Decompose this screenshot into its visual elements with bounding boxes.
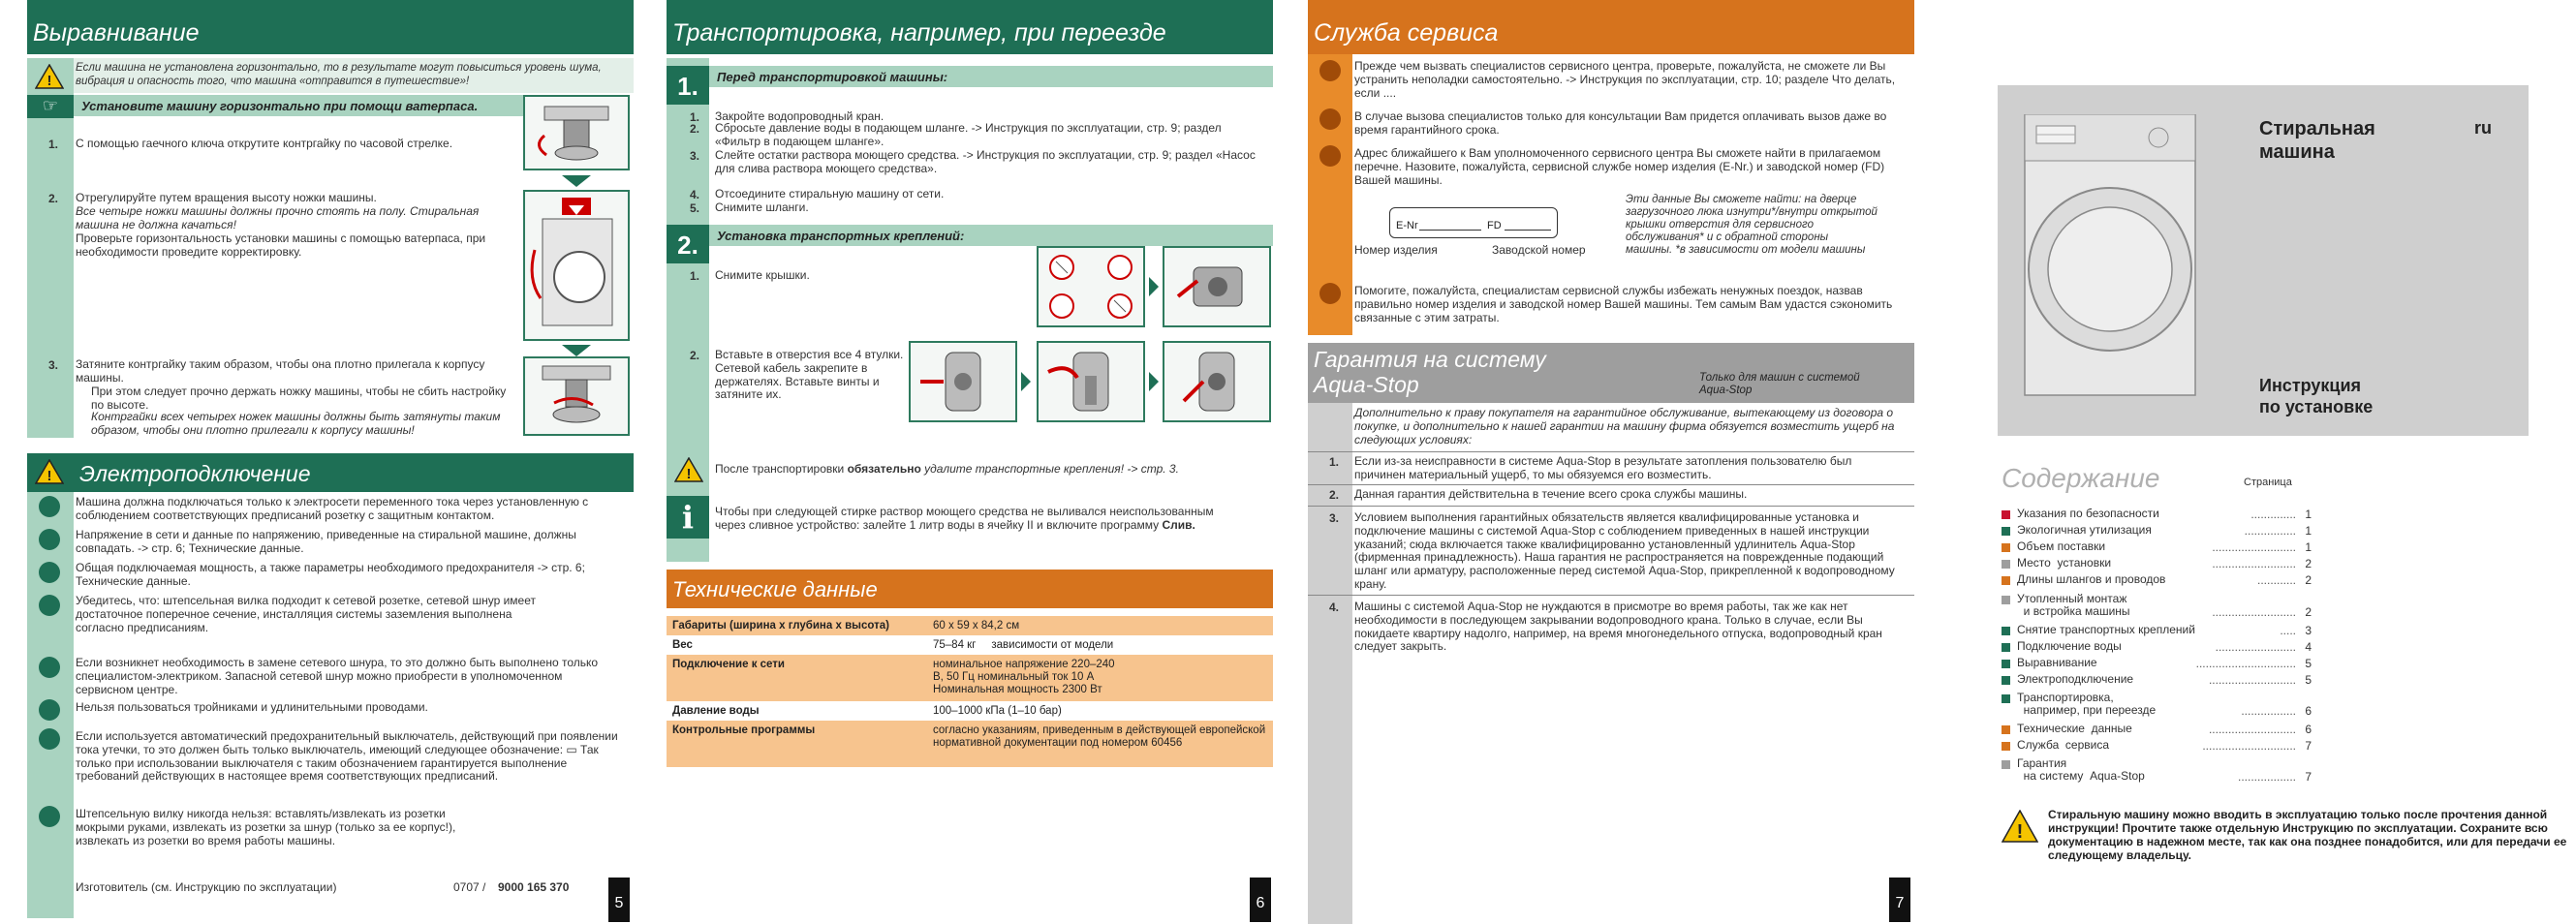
step-2a: Отрегулируйте путем вращения высоту ножки машины. <box>76 191 377 204</box>
toc-label: Длины шлангов и проводов <box>2017 572 2166 586</box>
t-1: Закройте водопроводный кран. <box>715 109 885 123</box>
arrow-down-icon <box>562 175 591 187</box>
toc-page: 1 <box>2305 524 2312 538</box>
tech-row <box>667 635 1273 655</box>
electro-7: Если используется автоматический предохранительный выключатель, действующий при появлении тока утечки, то это должен быть только выключатель, имеющий следующее обозначение: ▭ Так только при использовании выключателя с таким обозначением гарантируется выполнение требований действующих в настоящее время соответствующих предписаний. <box>76 729 618 784</box>
t-num-1: 1. <box>690 110 700 124</box>
step-3c: Контргайки всех четырех ножек машины должны быть затянуты таким образом, чтобы они плотно прилегали к корпусу машины! <box>91 410 501 437</box>
t-5: Снимите шланги. <box>715 200 809 214</box>
tech-row <box>667 655 1273 701</box>
k-1: Снимите крышки. <box>715 268 810 282</box>
toc-marker <box>2002 760 2010 769</box>
toc-page: 7 <box>2305 739 2312 753</box>
k-num-1: 1. <box>690 269 700 283</box>
page-5-title: Выравнивание <box>27 0 634 54</box>
toc-dots: .............. <box>2250 508 2296 521</box>
aqua-title-1: Гарантия на систему <box>1314 347 1546 372</box>
svg-text:!: ! <box>686 466 692 482</box>
aqua-title-2: Aqua-Stop <box>1314 372 1419 397</box>
service-3: Адрес ближайшего к Вам уполномоченного сервисного центра Вы сможете найти в прилагаемом перечне. Назовите, пожалуйста, сервисной службе номер изделия (E-Nr.) и заводской номер (FD) Вашей машины. <box>1354 146 1885 187</box>
tech-key: Контрольные программы <box>672 724 816 736</box>
tech-val: номинальное напряжение 220–240 В, 50 Гц номинальный ток 10 А Номинальная мощность 2300 Вт <box>933 659 1115 695</box>
bullet <box>39 595 60 616</box>
toc-label: Электроподключение <box>2017 672 2134 686</box>
cover-page <box>1947 0 2576 924</box>
arrow-right-icon-3 <box>1149 372 1159 391</box>
service-1: Прежде чем вызвать специалистов сервисного центра, проверьте, пожалуйста, не сможете ли Вы устранить неполадки самостоятельно. -> Инструкция по эксплуатации, стр. 10; разделе Что делать, если .... <box>1354 59 1896 100</box>
toc-item[interactable] <box>2002 557 2312 572</box>
step-1-num: 1. <box>48 138 59 151</box>
toc-page: 2 <box>2305 557 2312 570</box>
bullet <box>1319 145 1341 167</box>
tech-title: Технические данные <box>667 570 1273 608</box>
t-num-2: 2. <box>690 122 700 136</box>
toc-label: Экологичная утилизация <box>2017 523 2152 537</box>
toc-dots: .......................... <box>2212 605 2296 619</box>
toc-marker <box>2002 676 2010 685</box>
cover-warning: Стиральную машину можно вводить в эксплуатацию только после прочтения данной инструкции! Прочтите также отдельную Инструкцию по эксплуатации. Сохраните всю документацию в надежном месте, так как она позднее понадобится, или для передачи ее следующему владельцу. <box>2048 808 2567 862</box>
toc-marker <box>2002 510 2010 519</box>
electro-5: Если возникнет необходимость в замене сетевого шнура, то это должно быть выполнено только специалистом-электриком. Запасной сетевой шнур можно приобрести в уполномоченном сервисном центре. <box>76 656 599 696</box>
toc-marker <box>2002 596 2010 604</box>
bullet <box>1319 108 1341 130</box>
toc-label: Объем поставки <box>2017 539 2106 553</box>
after-a: После транспортировки <box>715 462 845 476</box>
toc-item[interactable] <box>2002 624 2312 639</box>
toc-marker <box>2002 576 2010 585</box>
left-band-gray <box>1308 403 1352 924</box>
toc-dots: ......................... <box>2215 640 2296 654</box>
toc-item[interactable] <box>2002 657 2312 672</box>
arrow-right-icon-2 <box>1021 372 1031 391</box>
toc-label: Гарантия на систему Aqua-Stop <box>2017 756 2145 783</box>
sleeves-illustration-1 <box>909 341 1017 422</box>
fd-label: FD <box>1487 220 1502 231</box>
toc-item[interactable] <box>2002 723 2312 738</box>
t-4: Отсоедините стиральную машину от сети. <box>715 187 945 200</box>
bullet <box>39 496 60 517</box>
g-1: Если из-за неисправности в системе Aqua-Stop в результате затопления пользователю был причинен материальный ущерб, то мы обязуемся его возместить. <box>1354 454 1852 481</box>
toc-marker <box>2002 643 2010 652</box>
language-code: ru <box>2474 118 2492 138</box>
fd-line <box>1505 230 1551 231</box>
toc-dots: ..... <box>2280 624 2296 637</box>
toc-dots: ........................... <box>2208 673 2296 687</box>
t-num-4: 4. <box>690 188 700 201</box>
page-6-title: Транспортировка, например, при переезде <box>667 0 1273 54</box>
step-3-num: 3. <box>48 358 59 372</box>
tech-key: Габариты (ширина x глубина x высота) <box>672 620 889 631</box>
aqua-intro: Дополнительно к праву покупателя на гарантийное обслуживание, вытекающему из договора о покупке, и дополнительно к нашей гарантии на машину фирма обязуется возместить ущерб на следующих условиях: <box>1354 406 1895 447</box>
toc-label: Транспортировка, например, при переезде <box>2017 691 2157 717</box>
tech-val: согласно указаниям, приведенным в действующей европейской нормативной документации под номером 60456 <box>933 724 1266 749</box>
t-2: Сбросьте давление воды в подающем шланге. -> Инструкция по эксплуатации, стр. 9; раздел «Фильтр в подающем шланге». <box>715 121 1222 148</box>
toc-label: Служба сервиса <box>2017 738 2110 752</box>
step-1-text: С помощью гаечного ключа открутите контргайку по часовой стрелке. <box>76 137 453 150</box>
svg-text:!: ! <box>47 468 52 484</box>
warn-text: Если машина не установлена горизонтально, то в результате могут повыситься уровень шума, вибрация и опасность того, что машина «отправится в путешествие»! <box>76 62 602 87</box>
toc-item[interactable] <box>2002 524 2312 539</box>
electro-8: Штепсельную вилку никогда нельзя: вставлять/извлекать из розетки мокрыми руками, извлекать из розетки за шнур (только за ее корпус!), извлекать из розетки во время работы машины. <box>76 807 456 847</box>
after-b: обязательно <box>847 462 921 476</box>
electro-6: Нельзя пользоваться тройниками и удлинительными проводами. <box>76 700 428 714</box>
toc-item[interactable] <box>2002 573 2312 589</box>
toc-dots: ................ <box>2244 524 2296 538</box>
toc-page: 5 <box>2305 657 2312 670</box>
washing-machine-icon <box>2003 114 2207 405</box>
arrow-down-icon-2 <box>562 345 591 356</box>
bullet <box>39 728 60 750</box>
toc-page-label: Страница <box>2244 477 2292 488</box>
electro-1: Машина должна подключаться только к электросети переменного тока через установленную с соблюдением соответствующих предписаний розетку с защитным контактом. <box>76 495 589 522</box>
enr-label: E-Nr <box>1396 220 1418 231</box>
electro-3: Общая подключаемая мощность, а также параметры необходимого предохранителя -> стр. 6; Технические данные. <box>76 561 585 588</box>
toc-item[interactable] <box>2002 593 2312 622</box>
toc-item[interactable] <box>2002 540 2312 556</box>
g-num-1: 1. <box>1329 455 1340 469</box>
bullet <box>1319 60 1341 81</box>
hand-icon: ☞ <box>27 95 74 118</box>
toc-dots: ............................. <box>2202 739 2296 753</box>
foot-illustration-1 <box>523 95 630 170</box>
toc-label: Технические данные <box>2017 722 2132 735</box>
enr-caption: Номер изделия <box>1354 243 1438 257</box>
cover-title-2: машина <box>2259 141 2335 163</box>
toc-dots: .................. <box>2237 770 2296 784</box>
tech-key: Вес <box>672 639 693 651</box>
electro-4: Убедитесь, что: штепсельная вилка подходит к сетевой розетке, сетевой шнур имеет достаточное поперечное сечение, инсталляция системы заземления выполнена согласно предписаниям. <box>76 594 536 634</box>
toc-item[interactable] <box>2002 692 2312 721</box>
toc-dots: .......................... <box>2212 540 2296 554</box>
toc-page: 3 <box>2305 624 2312 637</box>
step-3a: Затяните контргайку таким образом, чтобы она плотно прилегала к корпусу машины. <box>76 357 485 385</box>
toc-label: Выравнивание <box>2017 656 2097 669</box>
toc-item[interactable] <box>2002 673 2312 689</box>
section-2-num: 2. <box>667 225 709 263</box>
foot-illustration-2 <box>523 356 630 436</box>
k-num-2: 2. <box>690 349 700 362</box>
type-plate <box>1389 207 1558 238</box>
cover-sub-2: по установке <box>2259 397 2374 416</box>
sleeves-illustration-3 <box>1163 341 1271 422</box>
toc-marker <box>2002 725 2010 734</box>
info-icon: i <box>667 496 709 539</box>
bullet <box>39 806 60 827</box>
rule <box>1308 451 1914 452</box>
toc-marker <box>2002 560 2010 569</box>
step-2c: Проверьте горизонтальность установки машины с помощью ватерпаса, при необходимости проведите корректировку. <box>76 231 486 259</box>
toc-dots: .......................... <box>2212 557 2296 570</box>
g-num-3: 3. <box>1329 511 1340 525</box>
cover-title-1: Стиральная <box>2259 118 2375 139</box>
tech-row <box>667 701 1273 721</box>
machine-drawing <box>2003 114 2207 405</box>
svg-text:!: ! <box>47 73 52 89</box>
code-b: 9000 165 370 <box>498 880 570 894</box>
sleeves-illustration-2 <box>1037 341 1145 422</box>
tech-val: 60 x 59 x 84,2 см <box>933 620 1020 631</box>
tech-val: 100–1000 кПа (1–10 бар) <box>933 705 1062 717</box>
toc-label: Утопленный монтаж и встройка машины <box>2017 592 2130 618</box>
service-2: В случае вызова специалистов только для консультации Вам придется оплачивать вызов даже во время гарантийного срока. <box>1354 109 1887 137</box>
tech-val: 75–84 кг зависимости от модели <box>933 639 1114 651</box>
plug-illustration <box>1163 246 1271 327</box>
rule <box>1308 506 1914 507</box>
page-7-title: Служба сервиса <box>1308 0 1914 54</box>
toc-page: 6 <box>2305 704 2312 718</box>
info-text-bold: Слив. <box>1162 517 1195 532</box>
toc-page: 1 <box>2305 540 2312 554</box>
tech-row <box>667 616 1273 635</box>
toc-marker <box>2002 627 2010 635</box>
t-3: Слейте остатки раствора моющего средства. -> Инструкция по эксплуатации, стр. 9; раздел «Насос для слива раствора моющего средства». <box>715 148 1256 175</box>
warning-icon <box>2002 810 2038 843</box>
tech-key: Давление воды <box>672 705 760 717</box>
toc-label: Подключение воды <box>2017 639 2122 653</box>
toc-label: Место установки <box>2017 556 2112 570</box>
info-text-body: Чтобы при следующей стирке раствор моющего средства не выливался неиспользованным через сливное устройство: залейте 1 литр воды в ячейку II и включите программу <box>715 505 1214 532</box>
tech-key: Подключение к сети <box>672 659 785 670</box>
toc-item[interactable] <box>2002 640 2312 656</box>
rule <box>1308 484 1914 485</box>
step-2b: Все четыре ножки машины должны прочно стоять на полу. Стиральная машина не должна качаться! <box>76 204 480 231</box>
g-num-4: 4. <box>1329 601 1340 614</box>
page-5 <box>27 0 634 924</box>
t-num-5: 5. <box>690 201 700 215</box>
toc-marker <box>2002 543 2010 552</box>
warning-icon <box>674 457 703 482</box>
tech-row <box>667 721 1273 767</box>
bullet <box>1319 283 1341 304</box>
toc-item[interactable] <box>2002 739 2312 755</box>
toc-page: 2 <box>2305 573 2312 587</box>
toc-dots: ............ <box>2256 573 2296 587</box>
aqua-header <box>1308 343 1914 403</box>
machine-illustration <box>523 190 630 341</box>
svg-text:!: ! <box>2016 821 2024 843</box>
toc-item[interactable] <box>2002 508 2312 523</box>
enr-line <box>1419 230 1481 231</box>
arrow-right-icon <box>1149 277 1159 296</box>
g-4: Машины с системой Aqua-Stop не нуждаются в присмотре во время работы, так же как нет необходимости в последующем закрывании водопроводного крана. Только в случае, если Вы покидаете квартиру надолго, например, на время многонедельного отпуска, водопроводный кран следует закрыть. <box>1354 600 1882 654</box>
electro-2: Напряжение в сети и данные по напряжению, приведенные на стиральной машине, должны совпадать. -> стр. 6; Технические данные. <box>76 528 576 555</box>
bullet <box>39 562 60 583</box>
step-3b: При этом следует прочно держать ножку машины, чтобы не сбить настройку по высоте. <box>91 385 507 412</box>
bullet <box>39 657 60 678</box>
maker-text: Изготовитель (см. Инструкцию по эксплуатации) <box>76 880 337 894</box>
toc-marker <box>2002 694 2010 703</box>
toc-marker <box>2002 527 2010 536</box>
g-num-2: 2. <box>1329 488 1340 502</box>
toc-item[interactable] <box>2002 757 2312 786</box>
warning-icon-2 <box>35 459 64 484</box>
g-3: Условием выполнения гарантийных обязательств является квалифицированные установка и подключение машины с системой Aqua-Stop с соблюдением приведенных в нашей инструкции указаний; сюда включается также квалифицированно установленный удлинитель Aqua-Stop (фирменная принадлежность). Наша гарантия не распространяется на поврежденные подающий шланг или арматуру, расположенные перед системой Aqua-Stop, прикрепленной к водопроводному крану. <box>1354 510 1895 591</box>
after-transport <box>715 463 1257 477</box>
sub-heading: Установите машину горизонтально при помощи ватерпаса. <box>74 95 539 116</box>
page-6 <box>667 0 1273 924</box>
toc-page: 4 <box>2305 640 2312 654</box>
toc-page: 6 <box>2305 723 2312 736</box>
toc-marker <box>2002 660 2010 668</box>
step-2-num: 2. <box>48 192 59 205</box>
cover-sub-1: Инструкция <box>2259 376 2362 395</box>
cover-block <box>1998 85 2529 436</box>
page-7 <box>1308 0 1914 924</box>
fd-caption: Заводской номер <box>1492 243 1586 257</box>
toc-page: 1 <box>2305 508 2312 521</box>
page-number-5: 5 <box>608 878 630 922</box>
toc-dots: ................. <box>2241 704 2296 718</box>
bullet <box>39 699 60 721</box>
toc-page: 5 <box>2305 673 2312 687</box>
toc-page: 2 <box>2305 605 2312 619</box>
aqua-only: Только для машин с системой Aqua-Stop <box>1699 372 1860 396</box>
toc-list <box>2002 508 2321 798</box>
rule <box>1308 595 1914 596</box>
toc-title: Содержание <box>2002 463 2160 493</box>
toc-label: Указания по безопасности <box>2017 507 2159 520</box>
code-a: 0707 / <box>453 880 486 894</box>
left-band <box>667 58 709 562</box>
warning-icon <box>35 64 64 89</box>
toc-label: Снятие транспортных креплений <box>2017 623 2195 636</box>
electro-title-text: Электроподключение <box>79 461 311 486</box>
sub-heading-1: Перед транспортировкой машины: <box>709 66 1273 87</box>
t-num-3: 3. <box>690 149 700 163</box>
toc-dots: ........................... <box>2208 723 2296 736</box>
covers-illustration <box>1037 246 1145 327</box>
section-1-num: 1. <box>667 66 709 105</box>
service-4: Помогите, пожалуйста, специалистам сервисной службы избежать ненужных поездок, назвав правильно номер изделия и заводской номер Вашей машины. Тем самым Вам удастся сэкономить связанные с этим затраты. <box>1354 284 1893 324</box>
k-2: Вставьте в отверстия все 4 втулки. Сетевой кабель закрепите в держателях. Вставьте винты и затяните их. <box>715 348 904 402</box>
toc-page: 7 <box>2305 770 2312 784</box>
toc-dots: ............................... <box>2195 657 2296 670</box>
electro-title <box>27 453 634 492</box>
page-number-7: 7 <box>1889 878 1910 922</box>
bullet <box>39 529 60 550</box>
find-text: Эти данные Вы сможете найти: на дверце загрузочного люка изнутри*/внутри открытой крышки отверстия для сервисного обслуживания* и с обратной стороны машины. *в зависимости от модели машины <box>1626 194 1878 256</box>
toc-marker <box>2002 742 2010 751</box>
info-text <box>715 506 1219 533</box>
page-number-6: 6 <box>1250 878 1271 922</box>
g-2: Данная гарантия действительна в течение всего срока службы машины. <box>1354 487 1748 501</box>
sub-heading-2: Установка транспортных креплений: <box>709 225 1273 246</box>
after-c: удалите транспортные крепления! -> стр. 3. <box>924 462 1179 476</box>
